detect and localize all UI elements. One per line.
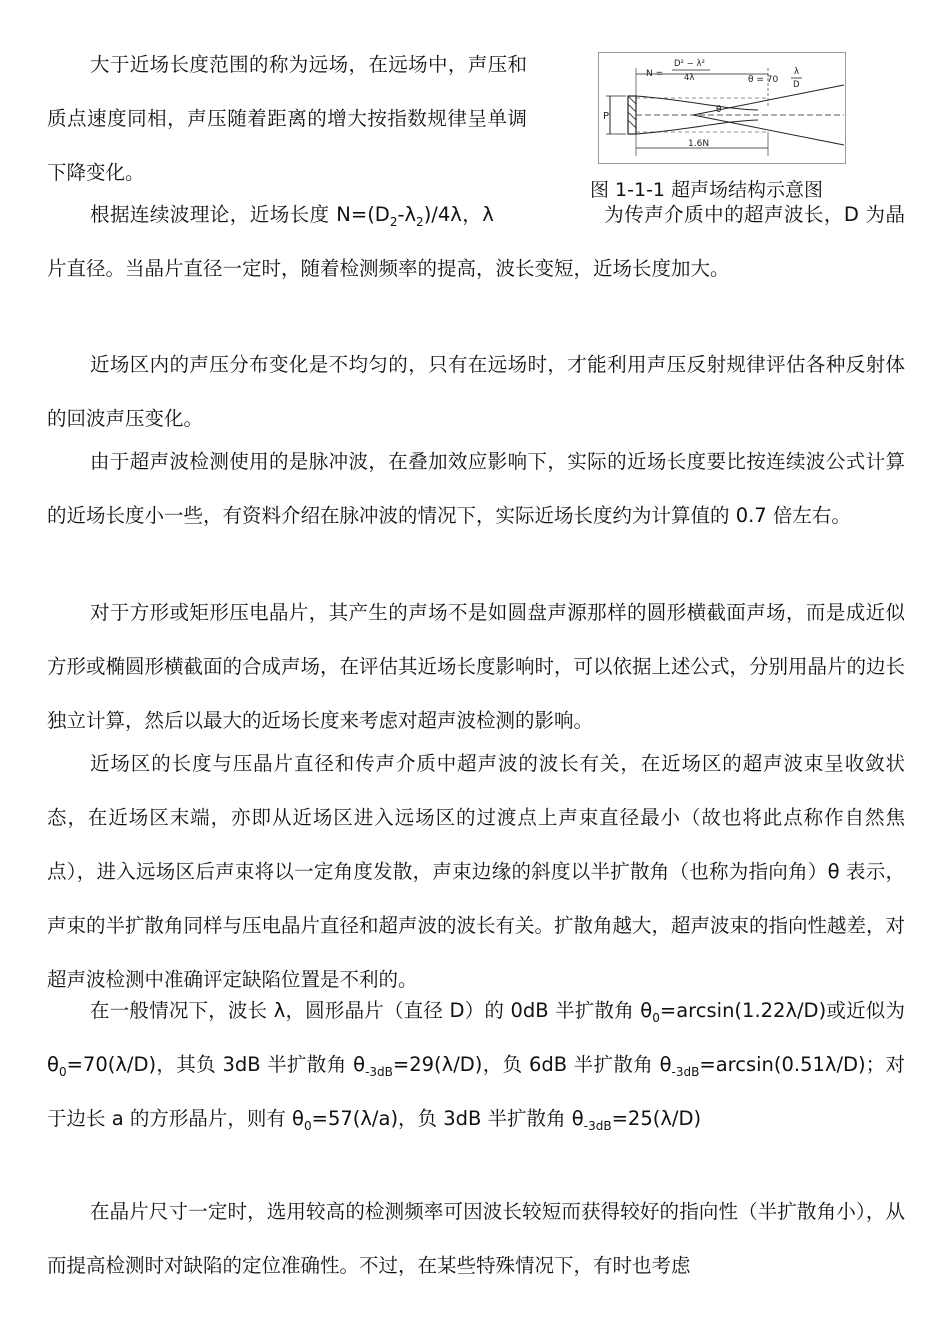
paragraph-text: 为传声介质中的超声波长，D 为晶片直径。当晶片直径一定时，随着检测频率的提高，波长变短，近场长度加大。 <box>47 203 906 280</box>
formula-subscript: -3dB <box>671 1064 700 1079</box>
paragraph-text: 大于近场长度范围的称为远场，在远场中，声压和质点速度同相，声压随着距离的增大按指数规律呈单调下降变化。 <box>47 53 527 184</box>
sound-field-figure <box>598 52 846 164</box>
label-theta-angle: θ <box>716 105 722 115</box>
label-n-numerator: D² − λ² <box>674 59 705 69</box>
formula-text: =25(λ/D) <box>611 1107 702 1130</box>
label-n-denominator: 4λ <box>684 73 695 83</box>
formula-text: =29(λ/D)，负 6dB 半扩散角 θ <box>392 1053 672 1076</box>
paragraph-text: 近场区的长度与压晶片直径和传声介质中超声波的波长有关，在近场区的超声波束呈收敛状态，在近场区末端，亦即从近场区进入远场区的过渡点上声束直径最小（故也将此点称作自然焦点），进入远场区后声束将以一定角度发散，声束边缘的斜度以半扩散角（也称为指向角）θ 表示，声束的半扩散角同样与压电晶片直径和超声波的波长有关。扩散角越大，超声波束的指向性越差，对超声波检测中准确评定缺陷位置是不利的。 <box>47 752 906 991</box>
paragraph-pulse-wave <box>47 435 905 543</box>
paragraph-rectangular-crystal <box>47 586 905 748</box>
paragraph-beam-divergence <box>47 737 905 1007</box>
label-n: N = <box>646 69 664 79</box>
paragraph-text: 在晶片尺寸一定时，选用较高的检测频率可因波长较短而获得较好的指向性（半扩散角小），从而提高检测时对缺陷的定位准确性。不过，在某些特殊情况下，有时也考虑 <box>47 1200 905 1277</box>
paragraph-text: 由于超声波检测使用的是脉冲波，在叠加效应影响下，实际的近场长度要比按连续波公式计算的近场长度小一些，有资料介绍在脉冲波的情况下，实际近场长度约为计算值的 0.7 倍左右。 <box>47 450 905 527</box>
formula-subscript: 0 <box>303 1118 312 1133</box>
formula-text: )/4λ，λ <box>423 203 494 226</box>
formula-text: =arcsin(1.22λ/D)或近似为 θ <box>47 999 905 1076</box>
paragraph-pressure-distribution <box>47 338 905 446</box>
label-theta-numerator: λ <box>794 67 800 77</box>
label-p: P <box>603 111 610 122</box>
sound-field-diagram <box>598 52 846 164</box>
paragraph-text: 近场区内的声压分布变化是不均匀的，只有在远场时，才能利用声压反射规律评估各种反射体的回波声压变化。 <box>47 353 905 430</box>
formula-subscript: -3dB <box>583 1118 612 1133</box>
label-theta-denominator: D <box>793 80 800 90</box>
paragraph-text: 对于方形或矩形压电晶片，其产生的声场不是如圆盘声源那样的圆形横截面声场，而是成近似方形或椭圆形横截面的合成声场，在评估其近场长度影响时，可以依据上述公式，分别用晶片的边长独立计算，然后以最大的近场长度来考虑对超声波检测的影响。 <box>47 601 906 732</box>
figure-caption: 图 1-1-1 超声场结构示意图 <box>590 179 824 201</box>
formula-subscript: -3dB <box>365 1064 393 1079</box>
formula-text: -λ <box>397 203 417 226</box>
paragraph-far-field <box>47 38 527 200</box>
formula-text: 根据连续波理论，近场长度 N=(D <box>90 203 390 226</box>
formula-subscript: 0 <box>58 1064 67 1079</box>
formula-subscript: 2 <box>416 214 424 229</box>
formula-subscript: 0 <box>652 1010 660 1025</box>
paragraph-half-divergence-angle <box>47 984 905 1146</box>
paragraph-frequency-selection <box>47 1185 905 1293</box>
formula-text: =arcsin(0.51λ/D)；对于边长 a 的方形晶片，则有 θ <box>47 1053 905 1130</box>
paragraph-near-field-formula <box>47 188 905 296</box>
formula-text: 在一般情况下，波长 λ，圆形晶片（直径 D）的 0dB 半扩散角 θ <box>90 999 653 1022</box>
label-theta: θ = 70 <box>748 75 779 85</box>
formula-text: =57(λ/a)，负 3dB 半扩散角 θ <box>311 1107 584 1130</box>
formula-text: =70(λ/D)，其负 3dB 半扩散角 θ <box>66 1053 366 1076</box>
formula-subscript: 2 <box>389 214 398 229</box>
label-1-6n: 1.6N <box>688 139 710 149</box>
